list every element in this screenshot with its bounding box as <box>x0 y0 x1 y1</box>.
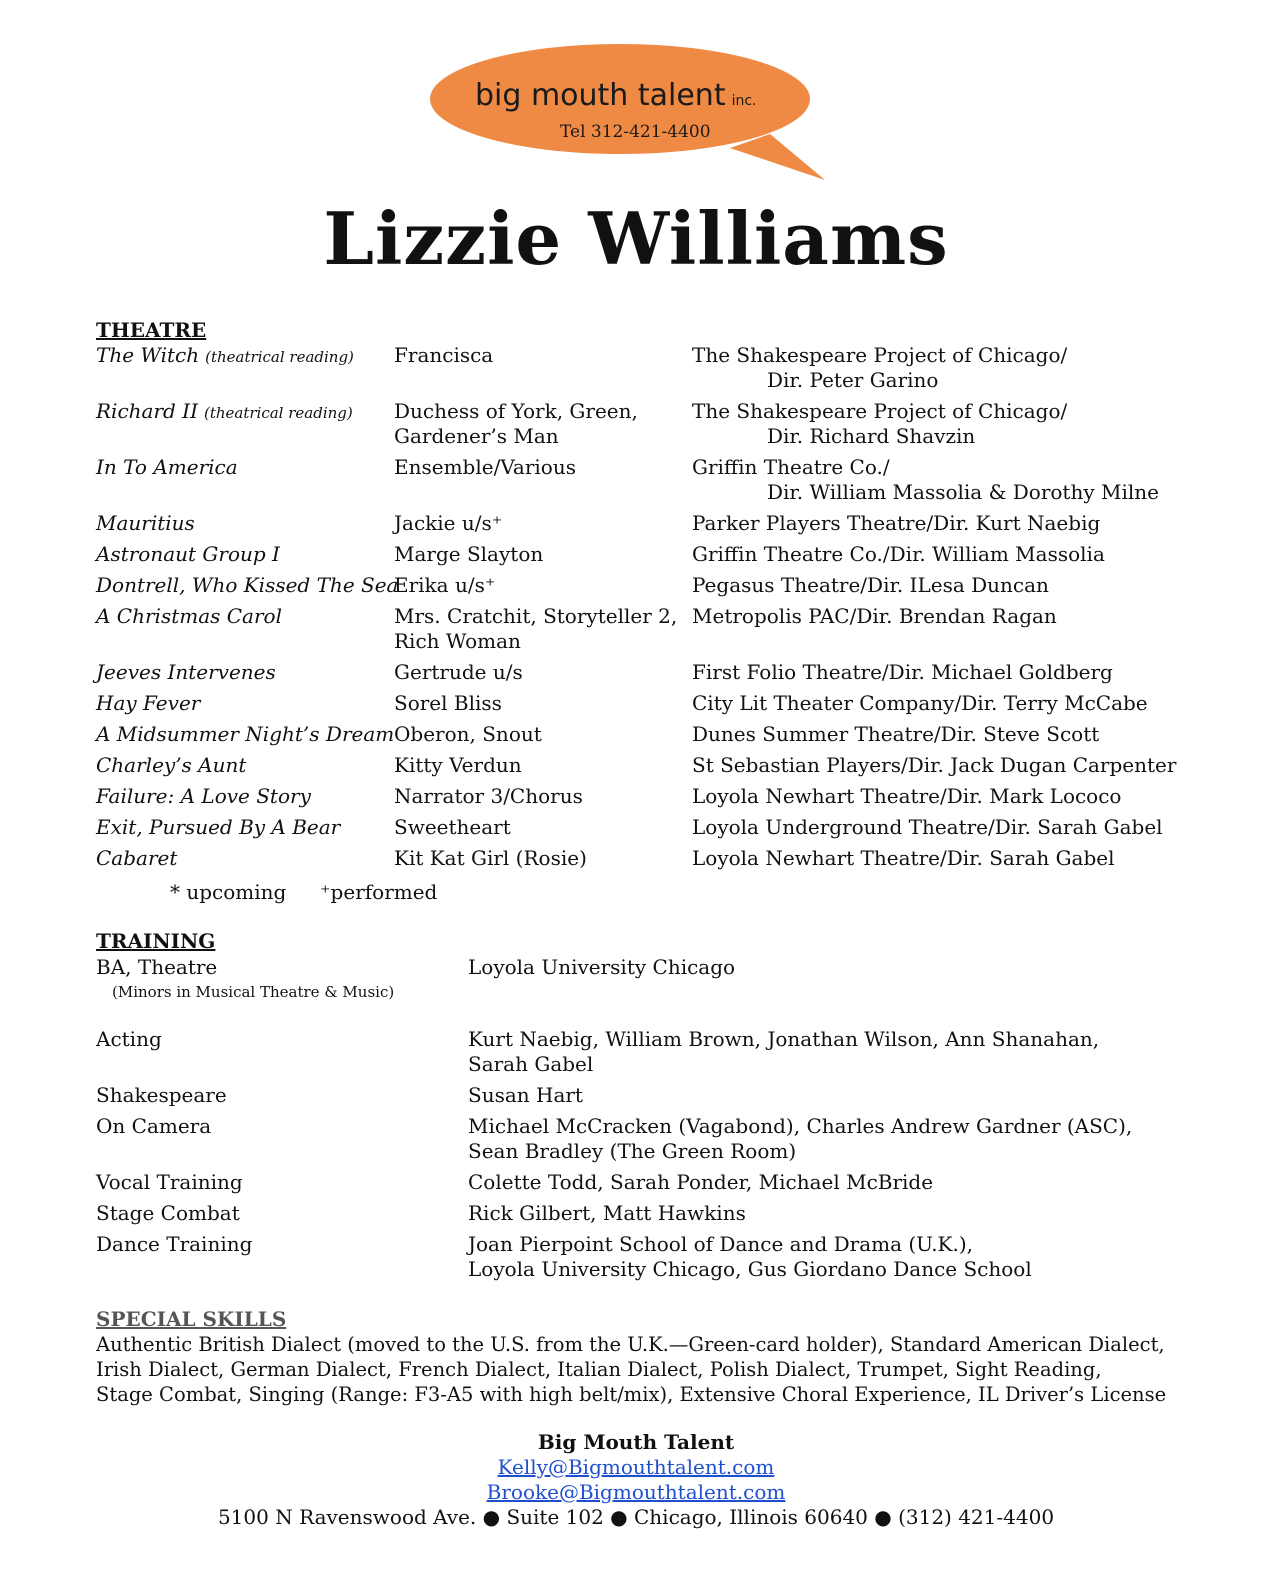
company-director: Loyola Underground Theatre/Dir. Sarah Gabel <box>692 815 1163 839</box>
role-name: Mrs. Cratchit, Storyteller 2, <box>394 604 678 628</box>
company-director: Dir. William Massolia & Dorothy Milne <box>767 480 1159 504</box>
show-title: Hay Fever <box>96 691 201 715</box>
training-value: Colette Todd, Sarah Ponder, Michael McBride <box>468 1170 934 1194</box>
show-title: Charley’s Aunt <box>96 753 247 777</box>
company-director: Pegasus Theatre/Dir. ILesa Duncan <box>692 573 1049 597</box>
email-link-kelly[interactable]: Kelly@Bigmouthtalent.com <box>497 1455 775 1479</box>
speech-bubble-icon <box>430 44 835 184</box>
role-name: Duchess of York, Green, <box>394 399 638 423</box>
show-title: A Midsummer Night’s Dream <box>96 722 395 746</box>
role-name: Narrator 3/Chorus <box>394 784 583 808</box>
company-director: City Lit Theater Company/Dir. Terry McCabe <box>692 691 1148 715</box>
footer-email-1-row <box>0 1455 1272 1479</box>
show-title: In To America <box>96 455 238 479</box>
training-label: Shakespeare <box>96 1083 227 1107</box>
role-name: Ensemble/Various <box>394 455 576 479</box>
agency-logo <box>430 44 835 184</box>
training-value: Sarah Gabel <box>468 1052 594 1076</box>
show-title: A Christmas Carol <box>96 604 282 628</box>
skills-heading: SPECIAL SKILLS <box>96 1307 287 1331</box>
training-value: Susan Hart <box>468 1083 583 1107</box>
role-name: Gertrude u/s <box>394 660 523 684</box>
company-director: Dunes Summer Theatre/Dir. Steve Scott <box>692 722 1100 746</box>
company-director: Parker Players Theatre/Dir. Kurt Naebig <box>692 511 1101 535</box>
training-value: Rick Gilbert, Matt Hawkins <box>468 1201 746 1225</box>
show-title: Dontrell, Who Kissed The Sea <box>96 573 399 597</box>
company-director: Metropolis PAC/Dir. Brendan Ragan <box>692 604 1057 628</box>
training-label: Vocal Training <box>96 1170 243 1194</box>
company-director: The Shakespeare Project of Chicago/ <box>692 399 1068 423</box>
company-director: Griffin Theatre Co./ <box>692 455 890 479</box>
role-name: Gardener’s Man <box>394 424 559 448</box>
skills-line: Irish Dialect, German Dialect, French Dialect, Italian Dialect, Polish Dialect, Trumpet, Sight Reading, <box>96 1358 1102 1381</box>
training-sublabel: (Minors in Musical Theatre & Music) <box>112 983 395 1001</box>
training-value: Kurt Naebig, William Brown, Jonathan Wilson, Ann Shanahan, <box>468 1027 1100 1051</box>
theatre-heading: THEATRE <box>96 318 207 342</box>
company-director: First Folio Theatre/Dir. Michael Goldberg <box>692 660 1113 684</box>
training-value: Loyola University Chicago <box>468 955 736 979</box>
show-title: Astronaut Group I <box>96 542 280 566</box>
company-director: The Shakespeare Project of Chicago/ <box>692 343 1068 367</box>
show-note: (theatrical reading) <box>203 404 353 422</box>
training-label: Stage Combat <box>96 1201 240 1225</box>
footer-agency: Big Mouth Talent <box>537 1430 735 1454</box>
role-name: Sorel Bliss <box>394 691 502 715</box>
role-name: Jackie u/s⁺ <box>394 511 503 535</box>
footer-email-2-row <box>0 1480 1272 1504</box>
performer-name: Lizzie Williams <box>323 196 949 281</box>
role-name: Sweetheart <box>394 815 511 839</box>
role-name: Kit Kat Girl (Rosie) <box>394 846 587 870</box>
skills-line: Stage Combat, Singing (Range: F3-A5 with high belt/mix), Extensive Choral Experience, IL Driver’s License <box>96 1383 1167 1406</box>
show-title: Mauritius <box>96 511 195 535</box>
training-label: On Camera <box>96 1114 212 1138</box>
training-value: Loyola University Chicago, Gus Giordano Dance School <box>468 1257 1032 1281</box>
show-title: Cabaret <box>96 846 178 870</box>
company-director: Griffin Theatre Co./Dir. William Massolia <box>692 542 1105 566</box>
company-director: Dir. Richard Shavzin <box>767 424 976 448</box>
company-director: Loyola Newhart Theatre/Dir. Mark Lococo <box>692 784 1122 808</box>
company-director: Loyola Newhart Theatre/Dir. Sarah Gabel <box>692 846 1115 870</box>
legend-upcoming: * upcoming <box>170 880 287 904</box>
company-director: Dir. Peter Garino <box>767 368 939 392</box>
show-title: Jeeves Intervenes <box>96 660 276 684</box>
skills-line: Authentic British Dialect (moved to the U.S. from the U.K.—Green-card holder), Standard American Dialect, <box>96 1333 1165 1356</box>
logo-brand-text: big mouth talent inc. <box>475 78 757 113</box>
show-note: (theatrical reading) <box>205 348 354 366</box>
footer-address: 5100 N Ravenswood Ave. ● Suite 102 ● Chicago, Illinois 60640 ● (312) 421-4400 <box>217 1505 1055 1529</box>
training-label: BA, Theatre <box>96 955 218 979</box>
training-value: Sean Bradley (The Green Room) <box>468 1139 797 1163</box>
role-name: Marge Slayton <box>394 542 544 566</box>
show-title: Exit, Pursued By A Bear <box>96 815 341 839</box>
legend-performed: ⁺performed <box>320 880 438 904</box>
role-name: Oberon, Snout <box>394 722 542 746</box>
role-name: Francisca <box>394 343 494 367</box>
role-name: Kitty Verdun <box>394 753 522 777</box>
training-label: Acting <box>96 1027 162 1051</box>
skills-text <box>96 1332 1166 1407</box>
email-link-brooke[interactable]: Brooke@Bigmouthtalent.com <box>486 1480 786 1504</box>
logo-phone: Tel 312-421-4400 <box>560 122 711 142</box>
role-name: Erika u/s⁺ <box>394 573 496 597</box>
company-director: St Sebastian Players/Dir. Jack Dugan Carpenter <box>692 753 1177 777</box>
show-title: Richard II (theatrical reading) <box>96 399 353 423</box>
show-title: Failure: A Love Story <box>96 784 311 808</box>
role-name: Rich Woman <box>394 629 521 653</box>
training-value: Michael McCracken (Vagabond), Charles Andrew Gardner (ASC), <box>468 1114 1133 1138</box>
training-heading: TRAINING <box>96 929 216 953</box>
show-title: The Witch (theatrical reading) <box>96 343 354 367</box>
training-label: Dance Training <box>96 1232 253 1256</box>
training-value: Joan Pierpoint School of Dance and Drama (U.K.), <box>468 1232 974 1256</box>
